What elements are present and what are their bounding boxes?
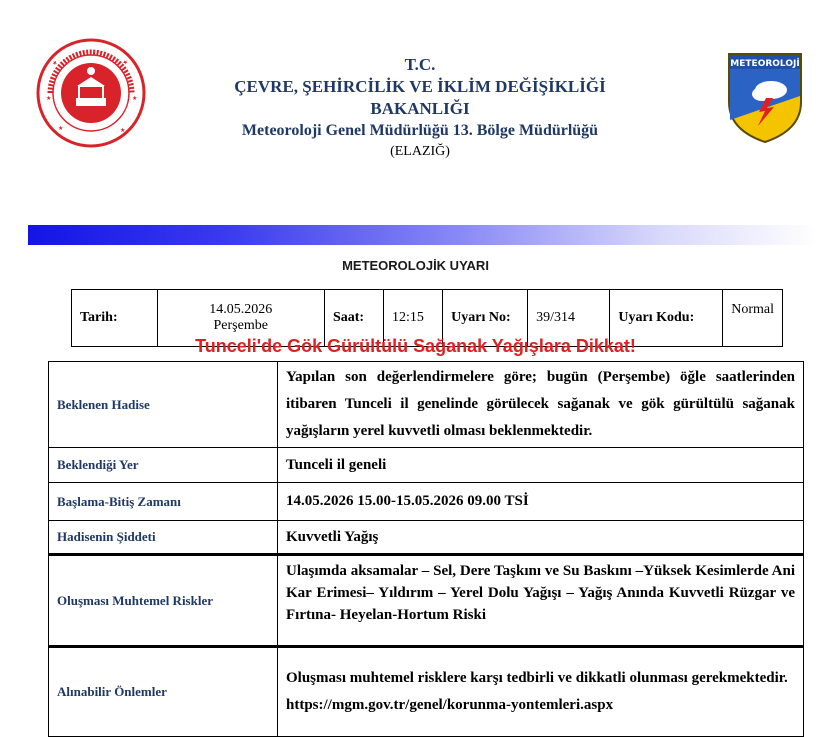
ministry-seal-logo: [36, 38, 146, 148]
date-label: Tarih:: [72, 290, 158, 347]
row-start-end-time: [49, 483, 804, 521]
svg-text:★: ★: [46, 95, 52, 102]
warning-no-label: Uyarı No:: [443, 290, 528, 347]
warning-no-value: 39/314: [528, 290, 610, 347]
expected-location-label: Beklendiği Yer: [49, 448, 278, 483]
possible-risks-label: Oluşması Muhtemel Riskler: [49, 555, 278, 647]
svg-text:★: ★: [120, 58, 130, 67]
precautions-label: Alınabilir Önlemler: [49, 647, 278, 737]
row-expected-event: [49, 362, 804, 448]
header-line-directorate: Meteoroloji Genel Müdürlüğü 13. Bölge Müdürlüğü: [241, 122, 599, 139]
day-value: Perşembe: [213, 318, 268, 333]
row-severity: [49, 521, 804, 555]
date-value: 14.05.2026: [209, 302, 273, 317]
precautions-cell: [278, 647, 804, 737]
letterhead-text: [200, 54, 640, 162]
expected-location-value: Tunceli il geneli: [278, 448, 804, 483]
row-possible-risks: [49, 555, 804, 647]
expected-event-label: Beklenen Hadise: [49, 362, 278, 448]
svg-text:★: ★: [120, 127, 126, 134]
svg-text:★: ★: [50, 58, 60, 68]
header-divider-bar: [28, 225, 818, 245]
row-precautions: [49, 647, 804, 737]
warning-details-table: [48, 361, 804, 737]
header-line-ministry: ÇEVRE, ŞEHİRCİLİK VE İKLİM DEĞİŞİKLİĞİ: [234, 77, 606, 96]
precautions-value: Oluşması muhtemel risklere karşı tedbirli ve dikkatli olunması gerekmektedir.: [286, 670, 788, 686]
letterhead: [0, 0, 831, 220]
meteoroloji-logo: [726, 50, 804, 144]
time-value: 12:15: [383, 290, 442, 347]
expected-event-value: Yapılan son değerlendirmelere göre; bugün (Perşembe) öğle saatlerinden itibaren Tunceli il genelinde görülecek sağanak ve gök gürültülü sağanak yağışların yerel kuvvetli olması beklenmektedir.: [278, 362, 804, 448]
svg-text:★: ★: [58, 125, 64, 132]
severity-value: Kuvvetli Yağış: [278, 521, 804, 555]
header-line-city: (ELAZIĞ): [390, 144, 450, 159]
possible-risks-value: Ulaşımda aksamalar – Sel, Dere Taşkını ve Su Baskını –Yüksek Kesimlerde Ani Kar Erimesi– Yıldırım – Yerel Dolu Yağışı – Yağış Anında Kuvvetli Rüzgar ve Fırtına- Heyelan-Hortum Riski: [278, 555, 804, 647]
svg-text:★: ★: [132, 95, 138, 102]
document-title: METEOROLOJİK UYARI: [342, 258, 489, 273]
warning-headline: Tunceli'de Gök Gürültülü Sağanak Yağışlara Dikkat!: [195, 336, 636, 356]
start-end-time-value: 14.05.2026 15.00-15.05.2026 09.00 TSİ: [278, 483, 804, 521]
header-line-bakanligi: BAKANLIĞI: [370, 99, 470, 118]
precautions-link[interactable]: https://mgm.gov.tr/genel/korunma-yontemleri.aspx: [286, 697, 614, 713]
start-end-time-label: Başlama-Bitiş Zamanı: [49, 483, 278, 521]
row-expected-location: [49, 448, 804, 483]
warning-code-value: Normal: [723, 290, 783, 347]
warning-code-label: Uyarı Kodu:: [610, 290, 723, 347]
svg-text:METEOROLOJİ: METEOROLOJİ: [730, 59, 800, 69]
severity-label: Hadisenin Şiddeti: [49, 521, 278, 555]
header-line-tc: T.C.: [404, 55, 436, 74]
time-label: Saat:: [324, 290, 383, 347]
